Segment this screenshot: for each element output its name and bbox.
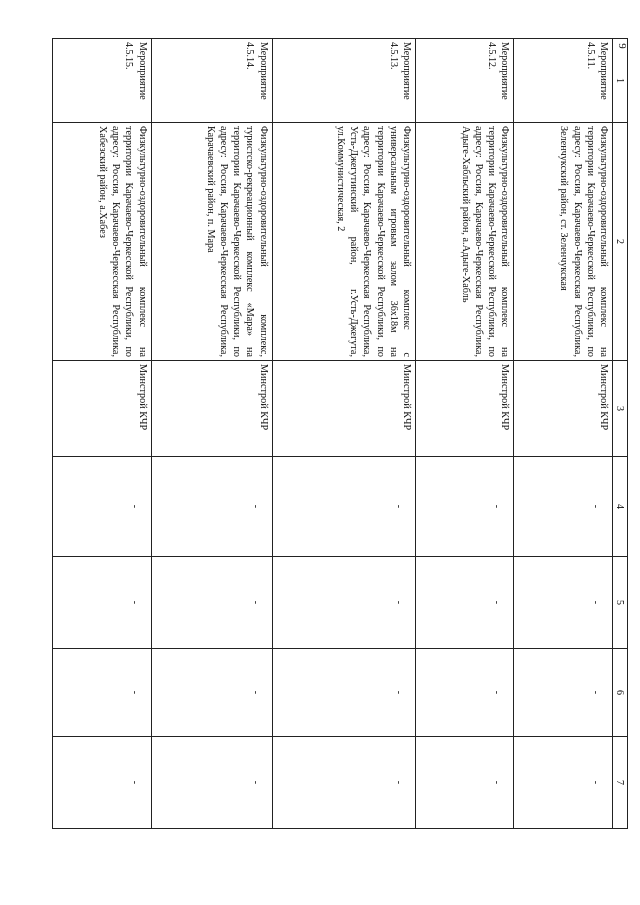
rotated-page: [52, 38, 628, 828]
table-container: [52, 38, 628, 828]
value-cell-6: -: [272, 649, 415, 737]
event-cell: Мероприятие 4.5.11.: [514, 39, 613, 123]
responsible-cell: Минстрой КЧР: [53, 361, 152, 457]
value-cell-7: -: [272, 737, 415, 829]
value-cell-5: -: [416, 557, 515, 649]
value-cell-7: -: [416, 737, 515, 829]
value-cell-6: -: [53, 649, 152, 737]
header-cell-7: 7: [613, 737, 628, 829]
value-cell-5: -: [514, 557, 613, 649]
value-cell-5: -: [272, 557, 415, 649]
value-cell-5: -: [151, 557, 272, 649]
table-row: [53, 39, 152, 829]
value-cell-7: -: [151, 737, 272, 829]
value-cell-6: -: [514, 649, 613, 737]
page-number: 9: [615, 43, 628, 49]
responsible-cell: Минстрой КЧР: [514, 361, 613, 457]
event-cell: Мероприятие 4.5.13.: [272, 39, 415, 123]
table-row: [151, 39, 272, 829]
table-row: [416, 39, 515, 829]
value-cell-4: -: [416, 457, 515, 557]
event-cell: Мероприятие 4.5.14.: [151, 39, 272, 123]
description-cell: Физкультурно-оздоровительный комплекс на территории Карачаево-Черкесской Республики, по адресу: Россия, Карачаево-Черкесская Республика, Хабезский район, а.Хабез: [53, 123, 152, 361]
header-cell-4: 4: [613, 457, 628, 557]
value-cell-4: -: [53, 457, 152, 557]
value-cell-7: -: [514, 737, 613, 829]
value-cell-6: -: [416, 649, 515, 737]
header-cell-6: 6: [613, 649, 628, 737]
value-cell-5: -: [53, 557, 152, 649]
value-cell-4: -: [514, 457, 613, 557]
description-cell: Физкультурно-оздоровительный комплекс на территории Карачаево-Черкесской Республики, по адресу: Россия, Карачаево-Черкесская Республика, Зеленчукский район, ст. Зеленчукская: [514, 123, 613, 361]
table-row: [514, 39, 613, 829]
responsible-cell: Минстрой КЧР: [151, 361, 272, 457]
value-cell-7: -: [53, 737, 152, 829]
event-cell: Мероприятие 4.5.15.: [53, 39, 152, 123]
table-row: [272, 39, 415, 829]
measures-table: [52, 38, 628, 829]
event-cell: Мероприятие 4.5.12.: [416, 39, 515, 123]
value-cell-4: -: [151, 457, 272, 557]
responsible-cell: Минстрой КЧР: [272, 361, 415, 457]
description-cell: Физкультурно-оздоровительный комплекс, туристско-рекреационный комплекс «Мара» на территории Карачаево-Черкесской Республики, по адресу: Россия, Карачаево-Черкесская Республика, Карачаевский район, п. Мара: [151, 123, 272, 361]
header-row: [613, 39, 628, 829]
responsible-cell: Минстрой КЧР: [416, 361, 515, 457]
header-cell-5: 5: [613, 557, 628, 649]
header-cell-2: 2: [613, 123, 628, 361]
header-cell-3: 3: [613, 361, 628, 457]
value-cell-6: -: [151, 649, 272, 737]
value-cell-4: -: [272, 457, 415, 557]
header-cell-1: 1: [613, 39, 628, 123]
description-cell: Физкультурно-оздоровительный комплекс с универсальным игровым залом 36х18м на территории Карачаево-Черкесской Республики, по адресу: Россия, Карачаево-Черкесская Республика, Усть-Джегутинский район, г.Усть-Джегута, ул.Коммунистическая, 2: [272, 123, 415, 361]
description-cell: Физкультурно-оздоровительный комплекс на территории Карачаево-Черкесской Республики, по адресу: Россия, Карачаево-Черкесская Республика, Адыге-Хабльский район, а.Адыге-Хабль: [416, 123, 515, 361]
